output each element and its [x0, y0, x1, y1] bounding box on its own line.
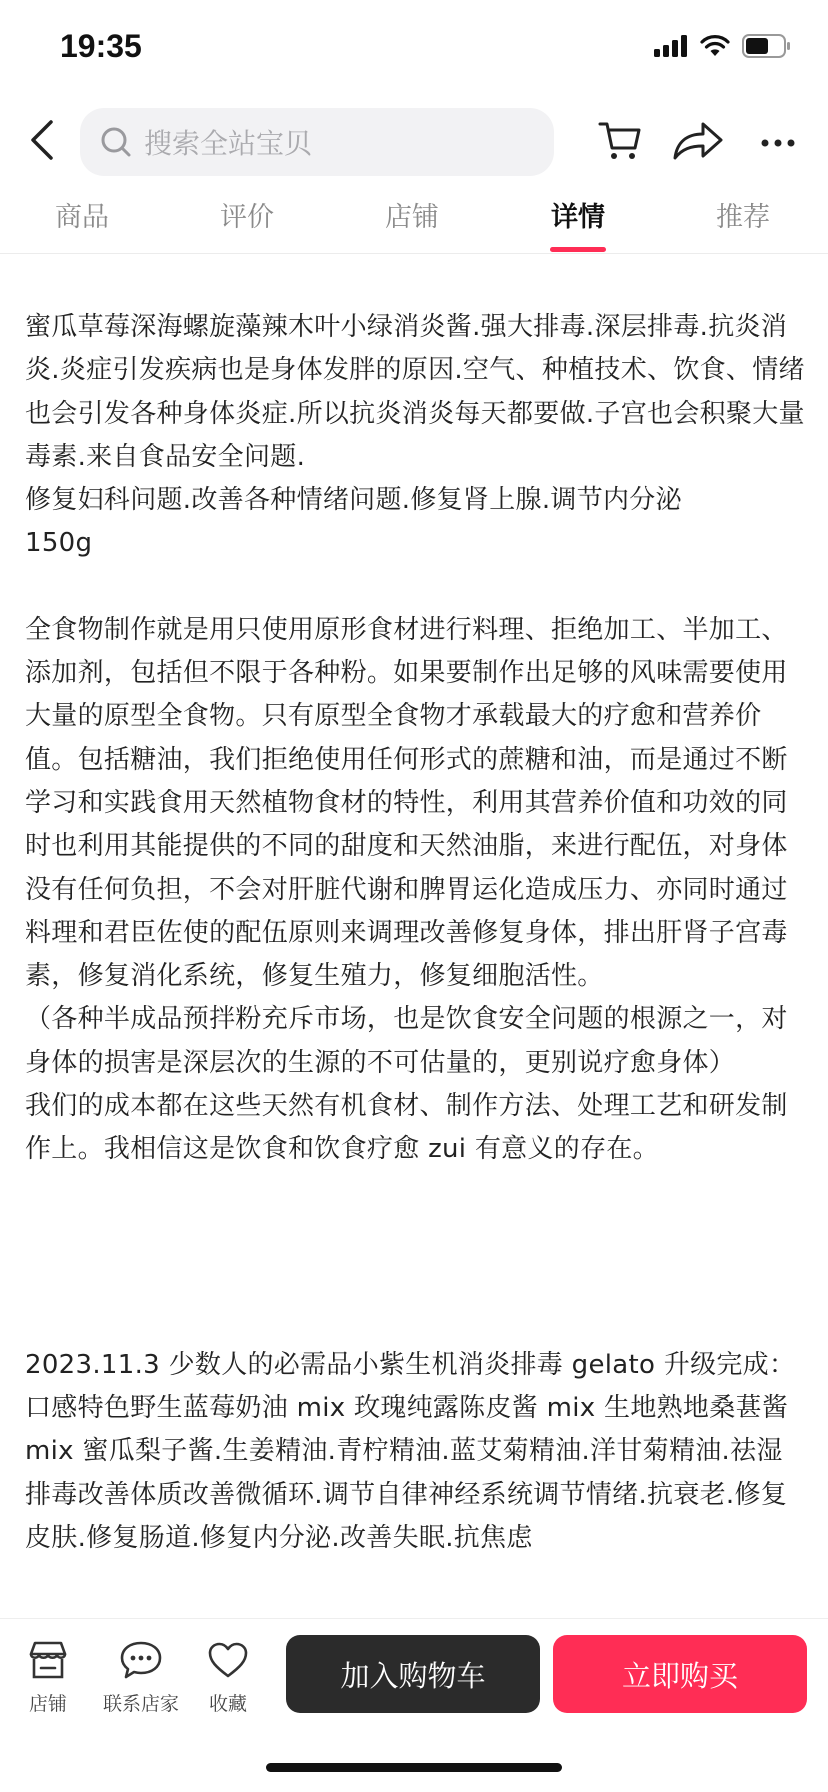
- more-button[interactable]: [752, 112, 804, 172]
- favorite-button[interactable]: [202, 1637, 254, 1723]
- signal-icon: [654, 35, 688, 61]
- chat-icon: [119, 1637, 163, 1683]
- back-arrow-icon: [27, 118, 57, 166]
- heart-icon: [207, 1637, 249, 1683]
- tab-label: 评价: [220, 202, 274, 233]
- tab-shop[interactable]: [352, 190, 472, 252]
- search-input[interactable]: [80, 108, 554, 176]
- detail-paragraph: 蜜瓜草莓深海螺旋藻辣木叶小绿消炎酱.强大排毒.深层排毒.抗炎消炎.炎症引发疾病也是身体发胖的原因.空气、种植技术、饮食、情绪也会引发各种身体炎症.所以抗炎消炎每天都要做.子宫也会积聚大量毒素.来自食品安全问题.: [25, 312, 805, 472]
- tab-label: 商品: [55, 202, 109, 233]
- active-tab-indicator: [550, 247, 606, 252]
- share-button[interactable]: [666, 112, 730, 172]
- detail-paragraph: 2023.11.3 少数人的必需品小紫生机消炎排毒 gelato 升级完成：口感特色野生蓝莓奶油 mix 玫瑰纯露陈皮酱 mix 生地熟地桑葚酱 mix 蜜瓜梨子酱.生姜精油.青柠精油.蓝艾菊精油.洋甘菊精油.祛湿排毒改善体质改善微循环.调节自律神经系统调节情绪.抗衰老.修复皮肤.修复肠道.修复内分泌.改善失眠.抗焦虑: [25, 1349, 796, 1553]
- back-button[interactable]: [14, 112, 70, 172]
- add-to-cart-button[interactable]: 加入购物车: [286, 1635, 540, 1713]
- more-icon: [760, 133, 796, 152]
- contact-seller-button[interactable]: [96, 1637, 186, 1723]
- bottom-action-bar: [0, 1618, 828, 1792]
- tab-recommend[interactable]: [683, 190, 803, 252]
- status-bar: [0, 0, 828, 100]
- search-icon: [98, 124, 134, 160]
- shop-icon: [27, 1637, 69, 1683]
- share-icon: [671, 118, 725, 166]
- detail-paragraph: 修复妇科问题.改善各种情绪问题.修复肾上腺.调节内分泌: [25, 485, 682, 516]
- home-indicator: [266, 1763, 562, 1772]
- buy-now-button[interactable]: 立即购买: [553, 1635, 807, 1713]
- detail-paragraph: 150g: [25, 528, 93, 559]
- detail-paragraph: 我们的成本都在这些天然有机食材、制作方法、处理工艺和研发制作上。我相信这是饮食和饮食疗愈 zui 有意义的存在。: [25, 1091, 788, 1165]
- favorite-label: 收藏: [208, 1693, 247, 1715]
- search-placeholder: 搜索全站宝贝: [144, 127, 313, 160]
- contact-label: 联系店家: [102, 1693, 179, 1715]
- cart-button[interactable]: [592, 112, 648, 172]
- tab-bar: [0, 190, 828, 254]
- status-time: 19:35: [60, 28, 142, 64]
- shop-button[interactable]: [22, 1637, 74, 1723]
- shop-label: 店铺: [28, 1693, 67, 1715]
- tab-reviews[interactable]: [187, 190, 307, 252]
- cart-icon: [598, 118, 642, 166]
- tab-details[interactable]: [518, 190, 638, 252]
- detail-paragraph: 全食物制作就是用只使用原形食材进行料理、拒绝加工、半加工、添加剂，包括但不限于各种粉。如果要制作出足够的风味需要使用大量的原型全食物。只有原型全食物才承载最大的疗愈和营养价值。包括糖油，我们拒绝使用任何形式的蔗糖和油，而是通过不断学习和实践食用天然植物食材的特性，利用其营养价值和功效的同时也利用其能提供的不同的甜度和天然油脂，来进行配伍，对身体没有任何负担，不会对肝脏代谢和脾胃运化造成压力、亦同时通过料理和君臣佐使的配伍原则来调理改善修复身体，排出肝肾子宫毒素，修复消化系统，修复生殖力，修复细胞活性。: [25, 614, 788, 992]
- detail-paragraph: （各种半成品预拌粉充斥市场，也是饮食安全问题的根源之一，对身体的损害是深层次的生源的不可估量的，更别说疗愈身体）: [25, 1004, 788, 1078]
- battery-icon: [742, 34, 792, 62]
- wifi-icon: [700, 35, 730, 61]
- detail-content[interactable]: [25, 256, 805, 1618]
- tab-label: 店铺: [385, 202, 439, 233]
- top-nav-bar: [0, 108, 828, 176]
- tab-product[interactable]: [22, 190, 142, 252]
- status-icons: [654, 34, 792, 62]
- tab-label: 推荐: [716, 202, 770, 233]
- tab-label: 详情: [551, 202, 605, 233]
